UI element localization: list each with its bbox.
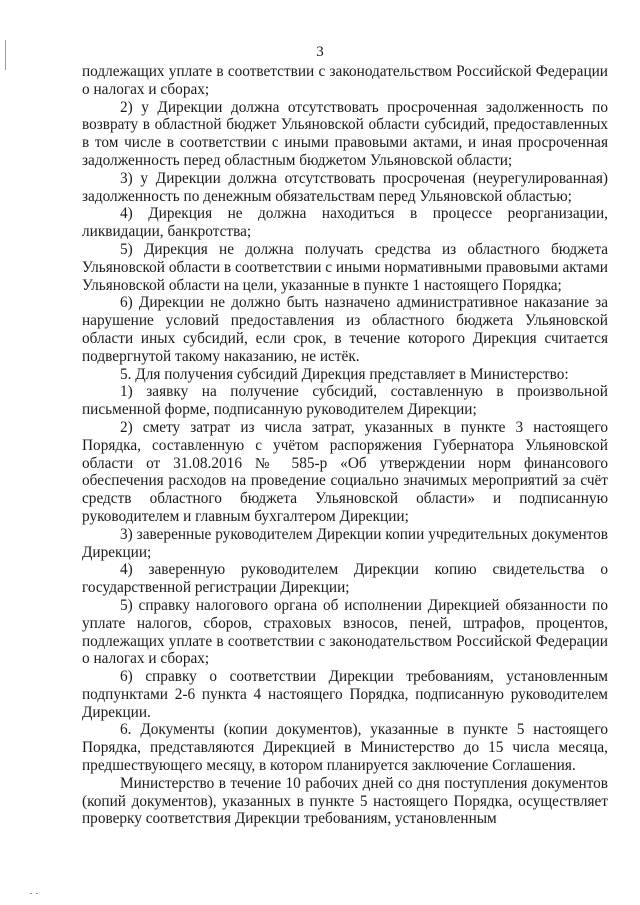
paragraph-item-2: 2) у Дирекции должна отсутствовать просроченная задолженность по возврату в областной бюджет Ульяновской области субсидий, предоставленных в том числе в соответствии с иными правовыми актами, и иная просроченная задолженность перед областным бюджетом Ульяновской области;	[82, 98, 608, 169]
paragraph-item-5: 5) Дирекция не должна получать средства из областного бюджета Ульяновской области в соответствии с иными нормативными правовыми актами Ульяновской области на цели, указанные в пункте 1 настоящего Порядка;	[82, 240, 608, 294]
paragraph-doc-6: 6) справку о соответствии Дирекции требованиям, установленным подпунктами 2-6 пункта 4 настоящего Порядка, подписанную руководителем Дирекции.	[82, 668, 608, 721]
paragraph-doc-5: 5) справку налогового органа об исполнении Дирекцией обязанности по уплате налогов, сборов, страховых взносов, пеней, штрафов, процентов, подлежащих уплате в соответствии с законодательством Российской Федерации о налогах и сборах;	[82, 596, 608, 668]
paragraph-doc-3: 3) заверенные руководителем Дирекции копии учредительных документов Дирекции;	[82, 525, 608, 561]
paragraph-item-4: 4) Дирекция не должна находиться в процессе реорганизации, ликвидации, банкротства;	[82, 205, 608, 241]
paragraph-doc-4: 4) заверенную руководителем Дирекции копию свидетельства о государственной регистрации Дирекции;	[82, 561, 608, 597]
page-number: 3	[316, 44, 324, 60]
paragraph-ministry-check: Министерство в течение 10 рабочих дней со дня поступления документов (копий документов), указанных в пункте 5 настоящего Порядка, осуществляет проверку соответствия Дирекции требованиям, установленным	[82, 774, 608, 828]
paragraph-doc-1: 1) заявку на получение субсидий, составленную в произвольной письменной форме, подписанную руководителем Дирекции;	[82, 383, 608, 419]
paragraph-section-6: 6. Документы (копии документов), указанные в пункте 5 настоящего Порядка, представляются Дирекцией в Министерство до 15 числа месяца, предшествующего месяцу, в котором планируется заключение Соглашения.	[82, 721, 608, 775]
scan-dot	[36, 893, 38, 894]
paragraph-item-3: 3) у Дирекции должна отсутствовать просроченая (неурегулированная) задолженность по денежным обязательствам перед Ульяновской областью;	[82, 169, 608, 205]
paragraph-continuation: подлежащих уплате в соответствии с законодательством Российской Федерации о налогах и сборах;	[82, 63, 608, 98]
document-body	[82, 63, 608, 828]
paragraph-section-5: 5. Для получения субсидий Дирекция представляет в Министерство:	[120, 365, 569, 383]
scan-dot	[30, 893, 32, 894]
paragraph-item-6: 6) Дирекции не должно быть назначено административное наказание за нарушение условий предоставления из областного бюджета Ульяновской области иных субсидий, если срок, в течение которого Дирекция считается подвергнутой такому наказанию, не истёк.	[82, 294, 608, 365]
paragraph-doc-2: 2) смету затрат из числа затрат, указанных в пункте 3 настоящего Порядка, составленную с учётом распоряжения Губернатора Ульяновской области от 31.08.2016 № 585-р «Об утверждении норм финансового обеспечения расходов на проведение социально значимых мероприятий за счёт средств областного бюджета Ульяновской области» и подписанную руководителем и главным бухгалтером Дирекции;	[82, 418, 608, 525]
